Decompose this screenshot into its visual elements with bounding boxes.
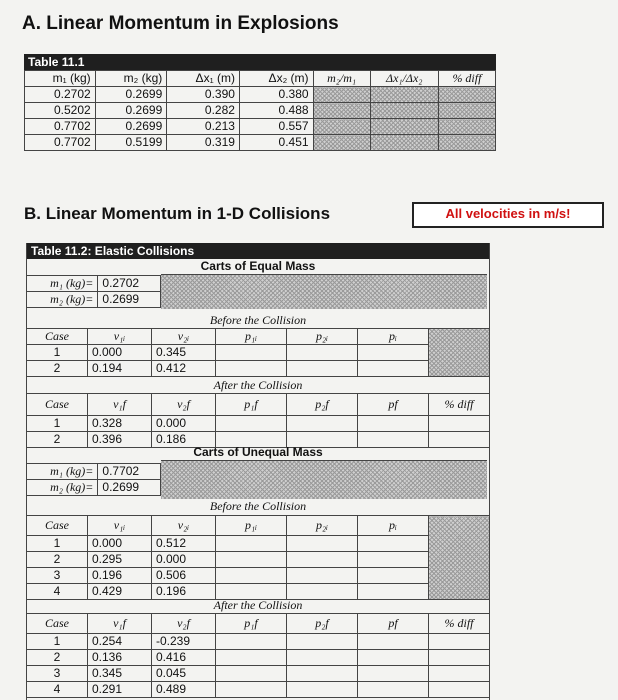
shaded-cell (313, 135, 370, 151)
header-cell: Δx₂ (m) (239, 71, 313, 87)
cell[interactable] (287, 650, 358, 666)
cell[interactable]: 0.254 (88, 634, 152, 650)
table-11-2-title: Table 11.2: Elastic Collisions (27, 243, 489, 259)
before-collision-title: Before the Collision (209, 499, 307, 513)
shaded-cell (313, 103, 370, 119)
cell[interactable]: 0.412 (152, 361, 216, 377)
velocity-units-note: All velocities in m/s! (412, 202, 604, 228)
case-cell: 2 (27, 552, 88, 568)
cell[interactable] (287, 682, 358, 698)
m2-label: m₂ (kg)= (50, 480, 94, 494)
case-cell: 3 (27, 666, 88, 682)
table-11-1-title: Table 11.1 (24, 54, 496, 70)
cell[interactable]: 0.7702 (25, 135, 96, 151)
case-cell: 1 (27, 634, 88, 650)
cell[interactable]: 0.416 (152, 650, 216, 666)
cell[interactable]: 0.196 (152, 584, 216, 600)
cell[interactable] (358, 361, 429, 377)
cell[interactable] (216, 552, 287, 568)
cell[interactable]: 0.045 (152, 666, 216, 682)
m1-value[interactable]: 0.7702 (98, 464, 161, 480)
cell[interactable]: 0.5199 (95, 135, 167, 151)
header-cell: pᵢ (358, 329, 429, 345)
header-cell: Case (27, 394, 88, 416)
case-cell: 3 (27, 568, 88, 584)
cell[interactable] (216, 634, 287, 650)
header-cell: v₂f (152, 394, 216, 416)
header-cell: % diff (429, 614, 490, 634)
cell[interactable]: 0.451 (239, 135, 313, 151)
m2-label: m₂ (kg)= (50, 292, 94, 306)
section-a-heading: A. Linear Momentum in Explosions (22, 13, 339, 34)
header-cell: m₂ (kg) (95, 71, 167, 87)
table-11-1 (24, 54, 496, 151)
cell[interactable] (358, 650, 429, 666)
header-cell: v₁ᵢ (88, 516, 152, 536)
m1-label: m₁ (kg)= (50, 276, 94, 290)
cell[interactable]: 0.186 (152, 432, 216, 448)
header-cell: Case (27, 329, 88, 345)
cell[interactable]: 0.2699 (95, 119, 167, 135)
cell[interactable] (358, 634, 429, 650)
shaded-cell (438, 135, 495, 151)
cell[interactable] (358, 682, 429, 698)
equal-mass-title: Carts of Equal Mass (200, 259, 316, 273)
case-cell: 1 (27, 416, 88, 432)
shaded-cell (429, 329, 490, 377)
header-cell: p₁ᵢ (216, 329, 287, 345)
case-cell: 4 (27, 682, 88, 698)
cell[interactable]: 0.396 (88, 432, 152, 448)
shaded-cell (370, 119, 438, 135)
header-cell: v₁f (88, 394, 152, 416)
table-11-2 (26, 243, 490, 700)
equal-before-table (27, 328, 489, 377)
case-cell: 1 (27, 345, 88, 361)
cell[interactable]: 0.319 (167, 135, 240, 151)
shaded-block (161, 460, 487, 499)
table-row (25, 103, 496, 119)
cell[interactable]: 0.282 (167, 103, 240, 119)
shaded-cell (438, 103, 495, 119)
m2-value[interactable]: 0.2699 (98, 292, 161, 308)
cell[interactable]: 0.2702 (25, 87, 96, 103)
equal-mass-values (27, 275, 161, 308)
cell[interactable]: 0.2699 (95, 87, 167, 103)
shaded-cell (438, 87, 495, 103)
cell[interactable]: 0.291 (88, 682, 152, 698)
cell[interactable] (429, 682, 490, 698)
cell[interactable]: 0.488 (239, 103, 313, 119)
header-cell: Δx₁ (m) (167, 71, 240, 87)
header-cell: p₂f (287, 614, 358, 634)
unequal-after-table (27, 613, 489, 698)
cell[interactable]: 0.429 (88, 584, 152, 600)
shaded-cell (313, 87, 370, 103)
cell[interactable]: 0.000 (152, 552, 216, 568)
cell[interactable] (358, 568, 429, 584)
table-row (25, 119, 496, 135)
cell[interactable] (216, 536, 287, 552)
cell[interactable] (429, 416, 490, 432)
cell[interactable]: 0.380 (239, 87, 313, 103)
shaded-cell (438, 119, 495, 135)
shaded-cell (429, 516, 490, 600)
cell[interactable]: -0.239 (152, 634, 216, 650)
cell[interactable]: 0.196 (88, 568, 152, 584)
m1-label: m₁ (kg)= (50, 464, 94, 478)
header-cell: m₂/m₁ (313, 71, 370, 87)
cell[interactable] (429, 634, 490, 650)
cell[interactable] (216, 650, 287, 666)
cell[interactable] (358, 666, 429, 682)
table-row (25, 135, 496, 151)
cell[interactable]: 0.000 (88, 536, 152, 552)
case-cell: 2 (27, 650, 88, 666)
after-collision-title: After the Collision (213, 598, 303, 612)
header-cell: p₁ᵢ (216, 516, 287, 536)
header-cell: v₂ᵢ (152, 329, 216, 345)
cell[interactable] (216, 416, 287, 432)
header-cell: pᵢ (358, 516, 429, 536)
shaded-cell (370, 103, 438, 119)
cell[interactable] (287, 634, 358, 650)
cell[interactable] (287, 536, 358, 552)
cell[interactable]: 0.213 (167, 119, 240, 135)
before-collision-title: Before the Collision (209, 313, 307, 327)
cell[interactable] (216, 666, 287, 682)
shaded-block (161, 274, 487, 309)
header-cell: p₂f (287, 394, 358, 416)
cell[interactable] (358, 552, 429, 568)
header-cell: v₁ᵢ (88, 329, 152, 345)
cell[interactable]: 0.489 (152, 682, 216, 698)
cell[interactable]: 0.7702 (25, 119, 96, 135)
section-b-heading: B. Linear Momentum in 1-D Collisions (24, 204, 331, 223)
cell[interactable] (287, 361, 358, 377)
cell[interactable] (216, 361, 287, 377)
cell[interactable]: 0.390 (167, 87, 240, 103)
case-cell: 1 (27, 536, 88, 552)
cell[interactable]: 0.194 (88, 361, 152, 377)
header-cell: p₁f (216, 614, 287, 634)
cell[interactable]: 0.2699 (95, 103, 167, 119)
shaded-cell (370, 87, 438, 103)
header-cell: % diff (438, 71, 495, 87)
m2-value[interactable]: 0.2699 (98, 480, 161, 496)
cell[interactable]: 0.328 (88, 416, 152, 432)
cell[interactable]: 0.136 (88, 650, 152, 666)
header-cell: p₂ᵢ (287, 516, 358, 536)
cell[interactable] (287, 416, 358, 432)
cell[interactable]: 0.506 (152, 568, 216, 584)
header-cell: m₁ (kg) (25, 71, 96, 87)
cell[interactable] (287, 666, 358, 682)
header-cell: v₂f (152, 614, 216, 634)
mass-label (27, 276, 98, 292)
header-cell: pf (358, 394, 429, 416)
cell[interactable]: 0.345 (152, 345, 216, 361)
cell[interactable] (287, 568, 358, 584)
cell[interactable] (358, 536, 429, 552)
after-collision-title: After the Collision (213, 378, 303, 392)
cell[interactable] (216, 568, 287, 584)
shaded-cell (313, 119, 370, 135)
cell[interactable] (358, 345, 429, 361)
cell[interactable]: 0.5202 (25, 103, 96, 119)
cell[interactable] (287, 552, 358, 568)
header-cell: Case (27, 614, 88, 634)
mass-label (27, 292, 98, 308)
header-cell: v₂ᵢ (152, 516, 216, 536)
equal-after-table (27, 393, 489, 448)
case-cell: 2 (27, 432, 88, 448)
cell[interactable] (358, 416, 429, 432)
header-cell: p₂ᵢ (287, 329, 358, 345)
header-cell: v₁f (88, 614, 152, 634)
table-11-1-grid (24, 70, 496, 151)
cell[interactable]: 0.345 (88, 666, 152, 682)
cell[interactable] (429, 650, 490, 666)
header-cell: Δx₁/Δx₂ (370, 71, 438, 87)
table-header-row (25, 71, 496, 87)
cell[interactable]: 0.512 (152, 536, 216, 552)
mass-label (27, 480, 98, 496)
header-cell: p₁f (216, 394, 287, 416)
shaded-cell (370, 135, 438, 151)
cell[interactable]: 0.557 (239, 119, 313, 135)
cell[interactable]: 0.000 (152, 416, 216, 432)
cell[interactable] (287, 345, 358, 361)
unequal-mass-values (27, 463, 161, 496)
unequal-before-table (27, 515, 489, 600)
header-cell: Case (27, 516, 88, 536)
cell[interactable] (216, 345, 287, 361)
cell[interactable] (429, 666, 490, 682)
cell[interactable] (216, 682, 287, 698)
mass-label (27, 464, 98, 480)
table-row (25, 87, 496, 103)
m1-value[interactable]: 0.2702 (98, 276, 161, 292)
cell[interactable]: 0.295 (88, 552, 152, 568)
header-cell: % diff (429, 394, 490, 416)
header-cell: pf (358, 614, 429, 634)
cell[interactable]: 0.000 (88, 345, 152, 361)
case-cell: 2 (27, 361, 88, 377)
unequal-mass-title: Carts of Unequal Mass (193, 445, 323, 459)
case-cell: 4 (27, 584, 88, 600)
